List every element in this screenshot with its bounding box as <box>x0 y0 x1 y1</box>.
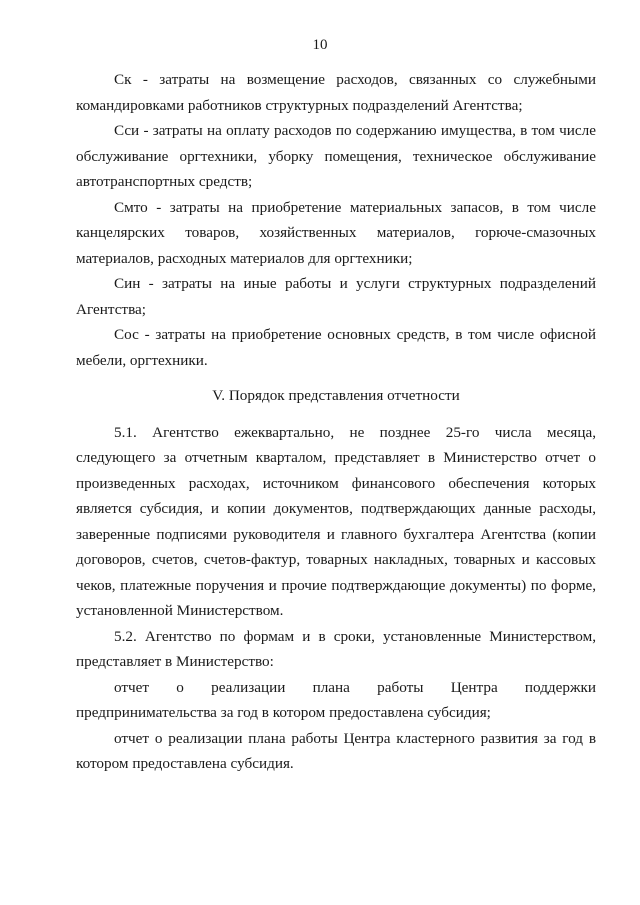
paragraph-ssi: Сси - затраты на оплату расходов по содержанию имущества, в том числе обслуживание оргтехники, уборку помещения, техническое обслуживание автотранспортных средств; <box>76 122 596 190</box>
section-heading: V. Порядок представления отчетности <box>212 387 460 404</box>
paragraph-report-support-center: отчет о реализации плана работы Центра поддержки предпринимательства за год в котором предоставлена субсидия; <box>76 678 596 721</box>
paragraph-report-cluster-center: отчет о реализации плана работы Центра кластерного развития за год в котором предоставлена субсидия. <box>76 729 596 772</box>
paragraph-sos: Сос - затраты на приобретение основных средств, в том числе офисной мебели, оргтехники. <box>76 326 596 369</box>
paragraph-sin: Син - затраты на иные работы и услуги структурных подразделений Агентства; <box>76 275 596 318</box>
page-number: 10 <box>312 37 328 53</box>
paragraph-5-1: 5.1. Агентство ежеквартально, не позднее 25-го числа месяца, следующего за отчетным кварталом, представляет в Министерство отчет о произведенных расходах, источником финансового обеспечения которых является субсидия, и копии документов, подтверждающих данные расходы, заверенные подписями руководителя и главного бухгалтера Агентства (копии договоров, счетов, счетов-фактур, товарных накладных, товарных и кассовых чеков, платежные поручения и прочие подтверждающие документы) по форме, установленной Министерством. <box>76 423 596 619</box>
paragraph-sk: Ск - затраты на возмещение расходов, связанных со служебными командировками работников структурных подразделений Агентства; <box>76 71 596 114</box>
paragraph-5-2: 5.2. Агентство по формам и в сроки, установленные Министерством, представляет в Министерство: <box>76 627 596 670</box>
paragraph-smto: Смто - затраты на приобретение материальных запасов, в том числе канцелярских товаров, хозяйственных материалов, горюче-смазочных материалов, расходных материалов для оргтехники; <box>76 198 596 267</box>
document-body <box>76 67 596 777</box>
